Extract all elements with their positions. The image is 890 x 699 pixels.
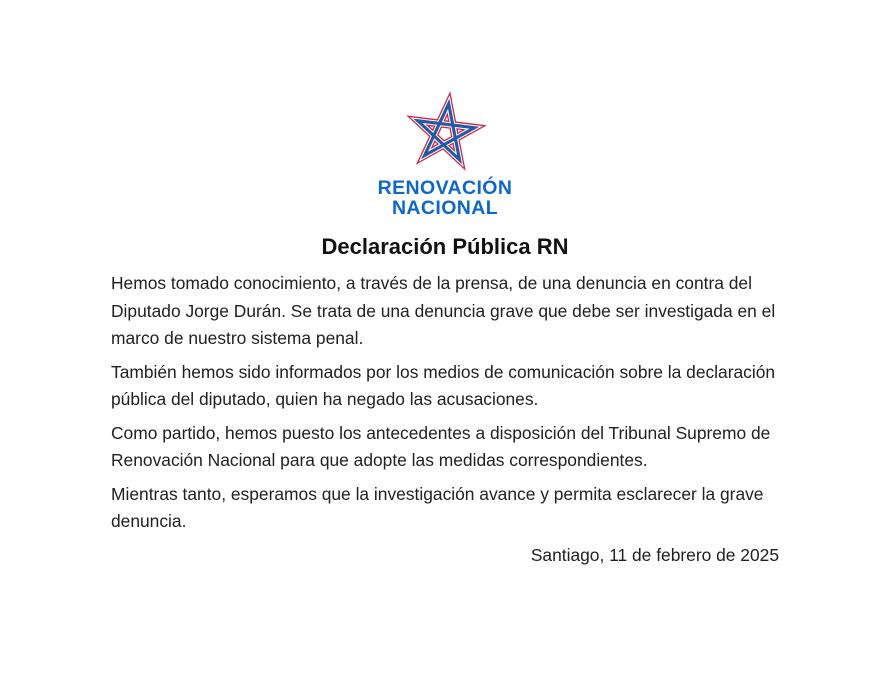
declaration-body xyxy=(111,234,779,569)
paragraph-4: Mientras tanto, esperamos que la investigación avance y permita esclarecer la grave denuncia. xyxy=(111,483,764,531)
document-title: Declaración Pública RN xyxy=(321,234,569,259)
wordmark-line2: NACIONAL xyxy=(391,197,499,219)
rn-wordmark xyxy=(0,178,890,218)
rn-star-icon xyxy=(400,87,490,177)
rn-logo xyxy=(0,87,890,218)
paragraph-1: Hemos tomado conocimiento, a través de la prensa, de una denuncia en contra del Diputado Jorge Durán. Se trata de una denuncia grave que debe ser investigada en el marco de nuestro sistema penal. xyxy=(111,273,776,348)
dateline: Santiago, 11 de febrero de 2025 xyxy=(530,544,779,565)
paragraph-3: Como partido, hemos puesto los antecedentes a disposición del Tribunal Supremo de Renovación Nacional para que adopte las medidas correspondientes. xyxy=(111,422,771,470)
paragraph-2: También hemos sido informados por los medios de comunicación sobre la declaración pública del diputado, quien ha negado las acusaciones. xyxy=(111,361,776,409)
wordmark-line1: RENOVACIÓN xyxy=(377,177,513,199)
